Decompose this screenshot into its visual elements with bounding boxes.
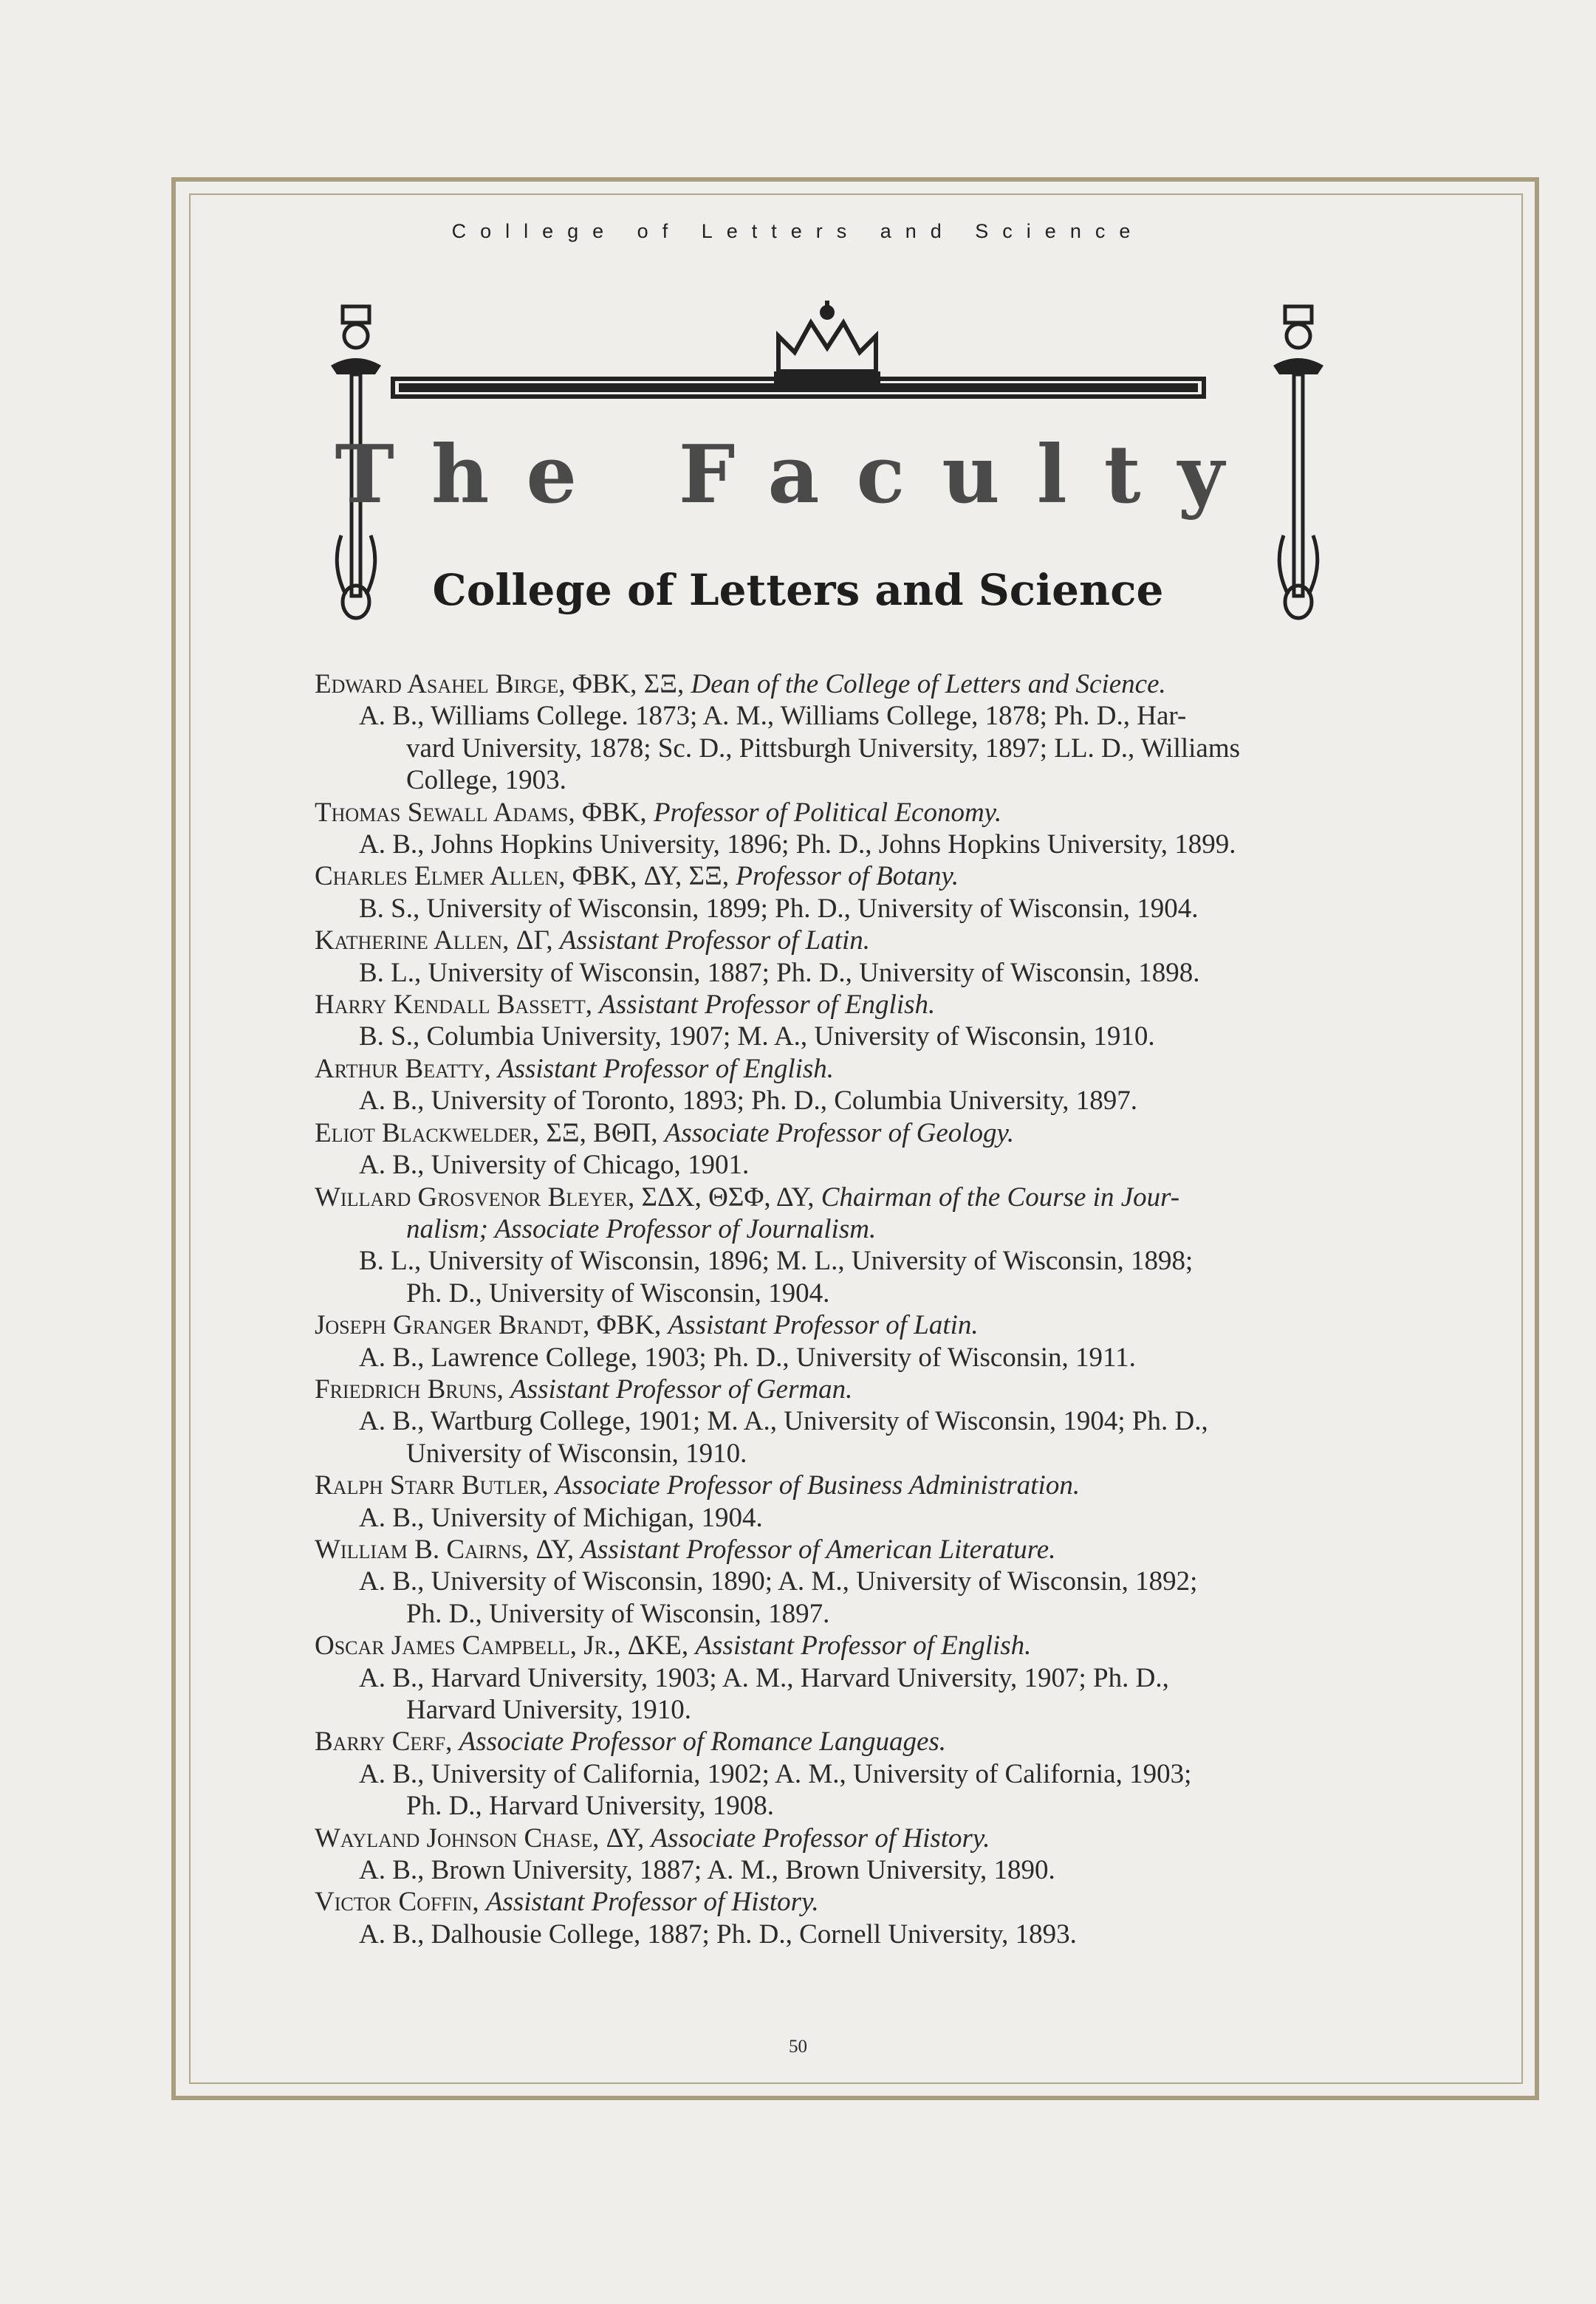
faculty-title: Associate Professor of Geology.	[664, 1117, 1015, 1148]
faculty-degrees: A. B., Dalhousie College, 1887; Ph. D., Cornell University, 1893.	[359, 1919, 1077, 1950]
faculty-name: Arthur Beatty	[315, 1053, 484, 1084]
faculty-name: Wayland Johnson Chase	[315, 1823, 593, 1854]
faculty-degrees: A. B., Williams College. 1873; A. M., Williams College, 1878; Ph. D., Har-	[359, 701, 1187, 732]
faculty-entry-heading	[315, 1309, 1422, 1341]
faculty-degrees: B. L., University of Wisconsin, 1887; Ph. D., University of Wisconsin, 1898.	[359, 957, 1200, 988]
faculty-entry-heading	[315, 925, 1422, 956]
faculty-degrees: B. S., Columbia University, 1907; M. A., University of Wisconsin, 1910.	[359, 1021, 1155, 1052]
faculty-fraternity: ,	[484, 1053, 499, 1084]
faculty-degrees: Ph. D., University of Wisconsin, 1904.	[406, 1278, 830, 1309]
faculty-fraternity: , ΔΥ,	[522, 1534, 581, 1565]
faculty-name: Harry Kendall Bassett	[315, 990, 586, 1021]
faculty-name: Willard Grosvenor Bleyer	[315, 1182, 629, 1213]
faculty-title: Assistant Professor of American Literature.	[580, 1534, 1056, 1565]
faculty-degrees: A. B., University of California, 1902; A. M., University of California, 1903;	[359, 1758, 1192, 1789]
faculty-entry-heading	[315, 797, 1422, 829]
faculty-fraternity: , ΦBK, ΣΞ,	[558, 669, 691, 699]
faculty-title: Associate Professor of Business Administration.	[555, 1470, 1080, 1501]
faculty-name: Friedrich Bruns	[315, 1374, 497, 1405]
page-subtitle: College of Letters and Science	[432, 565, 1164, 615]
faculty-fraternity: , ΣΞ, BΘΠ,	[532, 1117, 665, 1148]
faculty-entry-heading	[315, 1534, 1422, 1566]
faculty-entry-heading	[315, 1182, 1422, 1213]
faculty-name: Edward Asahel Birge	[315, 669, 559, 699]
faculty-entry-heading	[315, 1374, 1422, 1405]
crown-icon	[774, 301, 880, 383]
faculty-fraternity: , ΔKE,	[614, 1631, 696, 1662]
faculty-degrees: Ph. D., University of Wisconsin, 1897.	[406, 1598, 830, 1629]
faculty-name: Barry Cerf	[315, 1727, 446, 1758]
faculty-degrees: University of Wisconsin, 1910.	[406, 1438, 747, 1469]
faculty-entry-heading	[315, 1823, 1422, 1854]
faculty-title: Assistant Professor of Latin.	[668, 1310, 979, 1341]
faculty-entry-heading	[315, 1886, 1422, 1918]
faculty-entry-heading	[315, 668, 1422, 700]
faculty-title-continued: nalism; Associate Professor of Journalism.	[406, 1213, 877, 1244]
faculty-entry-heading	[315, 1470, 1422, 1501]
faculty-degrees: College, 1903.	[406, 765, 566, 796]
faculty-title: Professor of Botany.	[736, 861, 959, 892]
faculty-fraternity: , ΦBK, ΔΥ, ΣΞ,	[558, 861, 736, 892]
faculty-title: Assistant Professor of English.	[498, 1053, 835, 1084]
faculty-name: Katherine Allen	[315, 925, 503, 956]
faculty-name: Charles Elmer Allen	[315, 861, 559, 892]
faculty-entry-heading	[315, 860, 1422, 892]
faculty-degrees: A. B., Wartburg College, 1901; M. A., University of Wisconsin, 1904; Ph. D.,	[359, 1406, 1208, 1437]
faculty-degrees: A. B., Harvard University, 1903; A. M., Harvard University, 1907; Ph. D.,	[359, 1662, 1169, 1693]
faculty-entry-heading	[315, 1117, 1422, 1149]
faculty-fraternity: , ΦBK,	[583, 1310, 668, 1341]
faculty-fraternity: ,	[472, 1887, 486, 1918]
faculty-name: Ralph Starr Butler	[315, 1470, 542, 1501]
faculty-title: Assistant Professor of German.	[510, 1374, 853, 1405]
faculty-degrees: A. B., Lawrence College, 1903; Ph. D., University of Wisconsin, 1911.	[359, 1342, 1136, 1373]
faculty-degrees: Ph. D., Harvard University, 1908.	[406, 1791, 775, 1822]
faculty-title: Associate Professor of Romance Languages.	[459, 1727, 947, 1758]
faculty-fraternity: , ΦBK,	[568, 797, 654, 828]
faculty-degrees: B. S., University of Wisconsin, 1899; Ph. D., University of Wisconsin, 1904.	[359, 893, 1199, 924]
faculty-fraternity: ,	[541, 1470, 555, 1501]
page-number: 50	[789, 2037, 807, 2057]
faculty-name: William B. Cairns	[315, 1534, 523, 1565]
faculty-title: Dean of the College of Letters and Science.	[691, 669, 1166, 699]
faculty-fraternity: ,	[445, 1727, 459, 1758]
faculty-fraternity: , ΔΥ,	[592, 1823, 651, 1854]
faculty-degrees: A. B., Johns Hopkins University, 1896; Ph. D., Johns Hopkins University, 1899.	[359, 829, 1236, 860]
faculty-entry-heading	[315, 989, 1422, 1021]
faculty-entry-heading	[315, 1726, 1422, 1758]
faculty-title: Assistant Professor of English.	[695, 1631, 1032, 1662]
faculty-title: Chairman of the Course in Jour-	[821, 1182, 1180, 1213]
faculty-name: Oscar James Campbell, Jr.	[315, 1631, 614, 1662]
faculty-degrees: Harvard University, 1910.	[406, 1695, 692, 1725]
faculty-fraternity: , ΣΔX, ΘΣΦ, ΔΥ,	[628, 1182, 821, 1213]
faculty-degrees: A. B., University of Michigan, 1904.	[359, 1502, 763, 1533]
faculty-title: Assistant Professor of History.	[485, 1887, 819, 1918]
faculty-degrees: vard University, 1878; Sc. D., Pittsburgh University, 1897; LL. D., Williams	[406, 733, 1241, 764]
faculty-list	[315, 668, 1422, 1950]
faculty-degrees: A. B., University of Wisconsin, 1890; A. M., University of Wisconsin, 1892;	[359, 1566, 1198, 1597]
faculty-fraternity: , ΔΓ,	[502, 925, 560, 956]
faculty-entry-heading	[315, 1630, 1422, 1662]
faculty-degrees: A. B., University of Toronto, 1893; Ph. D., Columbia University, 1897.	[359, 1086, 1137, 1117]
faculty-name: Joseph Granger Brandt	[315, 1310, 583, 1341]
faculty-title: Assistant Professor of English.	[599, 990, 936, 1021]
faculty-title: Professor of Political Economy.	[653, 797, 1002, 828]
faculty-title: Associate Professor of History.	[651, 1823, 990, 1854]
faculty-name: Victor Coffin	[315, 1887, 473, 1918]
faculty-entry-heading	[315, 1053, 1422, 1085]
running-head: College of Letters and Science	[451, 220, 1145, 242]
faculty-fraternity: ,	[496, 1374, 511, 1405]
faculty-name: Thomas Sewall Adams	[315, 797, 569, 828]
faculty-fraternity: ,	[585, 990, 600, 1021]
page-title: The Faculty	[335, 428, 1261, 521]
faculty-name: Eliot Blackwelder	[315, 1117, 532, 1148]
faculty-degrees: A. B., Brown University, 1887; A. M., Brown University, 1890.	[359, 1855, 1055, 1886]
faculty-degrees: A. B., University of Chicago, 1901.	[359, 1150, 750, 1181]
faculty-title: Assistant Professor of Latin.	[559, 925, 871, 956]
faculty-degrees: B. L., University of Wisconsin, 1896; M. L., University of Wisconsin, 1898;	[359, 1246, 1193, 1277]
